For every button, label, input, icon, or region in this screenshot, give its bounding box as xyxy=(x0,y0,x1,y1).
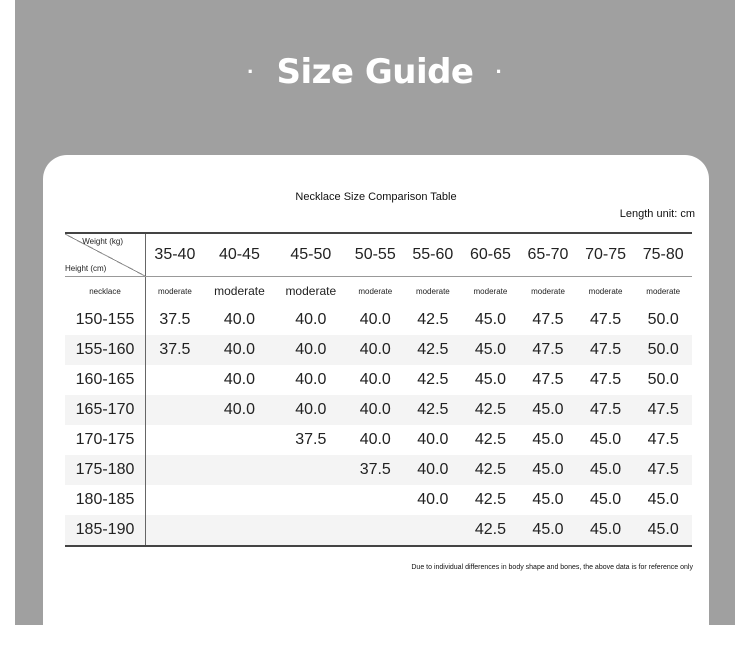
height-cell: 170-175 xyxy=(65,425,146,455)
length-cell: 47.5 xyxy=(634,455,692,485)
corner-cell xyxy=(65,233,146,277)
fit-cell: moderate xyxy=(588,286,623,296)
length-cell: 40.0 xyxy=(417,491,449,508)
length-cell: 40.0 xyxy=(359,431,391,448)
length-cell xyxy=(204,455,275,485)
length-cell: 45.0 xyxy=(474,371,506,388)
height-cell: 150-155 xyxy=(65,305,146,335)
length-cell xyxy=(275,455,346,485)
length-cell: 40.0 xyxy=(204,335,275,365)
length-cell: 37.5 xyxy=(295,431,327,448)
fit-cell: moderate xyxy=(157,286,192,296)
length-cell: 45.0 xyxy=(519,455,577,485)
length-cell: 40.0 xyxy=(404,455,462,485)
header-row xyxy=(65,233,692,277)
table-row xyxy=(65,305,692,335)
length-cell: 42.5 xyxy=(462,515,520,546)
length-cell xyxy=(204,425,275,455)
length-cell xyxy=(346,485,404,515)
length-cell xyxy=(204,515,275,546)
fit-row-label: necklace xyxy=(65,277,146,306)
length-cell xyxy=(346,515,404,546)
table-row xyxy=(65,365,692,395)
length-cell: 47.5 xyxy=(532,311,564,328)
weight-header: 50-55 xyxy=(346,233,404,277)
length-cell xyxy=(146,455,204,485)
length-cell: 40.0 xyxy=(295,371,327,388)
weight-header: 75-80 xyxy=(634,233,692,277)
disclaimer-note: Due to individual differences in body shape and bones, the above data is for reference only xyxy=(411,564,693,571)
height-cell: 160-165 xyxy=(65,365,146,395)
length-cell: 45.0 xyxy=(462,335,520,365)
table-row xyxy=(65,515,692,546)
length-cell: 42.5 xyxy=(462,455,520,485)
header xyxy=(15,42,735,102)
weight-header: 35-40 xyxy=(146,233,204,277)
fit-cell: moderate xyxy=(473,286,508,296)
length-cell: 45.0 xyxy=(577,455,635,485)
height-cell: 175-180 xyxy=(65,455,146,485)
length-cell: 47.5 xyxy=(647,431,679,448)
length-cell: 45.0 xyxy=(634,515,692,546)
table-row xyxy=(65,455,692,485)
unit-label: Length unit: cm xyxy=(619,208,695,220)
size-card xyxy=(43,155,709,655)
length-cell xyxy=(146,395,204,425)
length-cell: 37.5 xyxy=(146,335,204,365)
length-cell: 50.0 xyxy=(647,311,679,328)
length-cell: 37.5 xyxy=(159,311,191,328)
height-axis-label: Height (cm) xyxy=(65,264,107,273)
fit-cell: moderate xyxy=(285,284,337,298)
fit-cell: moderate xyxy=(646,286,681,296)
fit-cell: moderate xyxy=(531,286,565,296)
length-cell: 42.5 xyxy=(474,491,506,508)
length-cell: 45.0 xyxy=(532,491,564,508)
weight-header: 60-65 xyxy=(462,233,520,277)
length-cell: 47.5 xyxy=(532,371,564,388)
length-cell xyxy=(146,515,204,546)
length-cell: 42.5 xyxy=(474,431,506,448)
length-cell xyxy=(275,485,346,515)
table-title: Necklace Size Comparison Table xyxy=(295,191,457,203)
length-cell: 47.5 xyxy=(590,311,622,328)
length-cell: 45.0 xyxy=(590,431,622,448)
decor-dot-right: · xyxy=(495,59,503,84)
fit-row xyxy=(65,277,692,306)
length-cell: 40.0 xyxy=(346,335,404,365)
table-row xyxy=(65,335,692,365)
length-cell: 40.0 xyxy=(346,395,404,425)
length-cell: 42.5 xyxy=(404,335,462,365)
weight-header: 40-45 xyxy=(204,233,275,277)
length-cell xyxy=(146,425,204,455)
weight-header: 45-50 xyxy=(275,233,346,277)
length-cell: 42.5 xyxy=(417,311,449,328)
weight-header: 70-75 xyxy=(577,233,635,277)
length-cell: 47.5 xyxy=(519,335,577,365)
length-cell xyxy=(404,515,462,546)
length-cell xyxy=(204,485,275,515)
length-cell: 40.0 xyxy=(223,371,256,388)
table-row xyxy=(65,395,692,425)
fit-cell: moderate xyxy=(358,286,393,296)
length-cell: 40.0 xyxy=(223,311,256,328)
table-row xyxy=(65,425,692,455)
length-cell: 45.0 xyxy=(577,515,635,546)
height-cell: 180-185 xyxy=(65,485,146,515)
height-cell: 165-170 xyxy=(65,395,146,425)
length-cell: 40.0 xyxy=(417,431,449,448)
length-cell: 37.5 xyxy=(346,455,404,485)
size-table xyxy=(65,232,692,547)
fit-cell: moderate xyxy=(214,284,265,298)
length-cell: 45.0 xyxy=(519,395,577,425)
length-cell: 45.0 xyxy=(590,491,622,508)
decor-dot-left: · xyxy=(247,59,255,84)
length-cell: 47.5 xyxy=(577,335,635,365)
weight-header: 65-70 xyxy=(519,233,577,277)
length-cell: 47.5 xyxy=(577,395,635,425)
length-cell: 40.0 xyxy=(275,335,346,365)
page-title: Size Guide xyxy=(276,52,474,92)
length-cell: 50.0 xyxy=(634,335,692,365)
height-cell: 155-160 xyxy=(65,335,146,365)
length-cell: 45.0 xyxy=(532,431,564,448)
height-cell: 185-190 xyxy=(65,515,146,546)
corner-diagonal xyxy=(65,234,145,276)
length-cell: 42.5 xyxy=(417,371,449,388)
length-cell: 40.0 xyxy=(295,311,327,328)
length-cell: 40.0 xyxy=(275,395,346,425)
length-cell: 40.0 xyxy=(359,371,391,388)
length-cell: 47.5 xyxy=(590,371,622,388)
length-cell xyxy=(275,515,346,546)
length-cell: 40.0 xyxy=(359,311,391,328)
length-cell: 47.5 xyxy=(634,395,692,425)
weight-header: 55-60 xyxy=(404,233,462,277)
length-cell: 45.0 xyxy=(474,311,506,328)
length-cell: 42.5 xyxy=(462,395,520,425)
length-cell: 50.0 xyxy=(647,371,679,388)
length-cell: 42.5 xyxy=(404,395,462,425)
length-cell xyxy=(146,365,204,395)
length-cell: 45.0 xyxy=(519,515,577,546)
fit-cell: moderate xyxy=(415,286,450,296)
table-row xyxy=(65,485,692,515)
weight-axis-label: Weight (kg) xyxy=(82,237,123,246)
length-cell xyxy=(146,485,204,515)
length-cell: 40.0 xyxy=(204,395,275,425)
length-cell: 45.0 xyxy=(647,491,679,508)
